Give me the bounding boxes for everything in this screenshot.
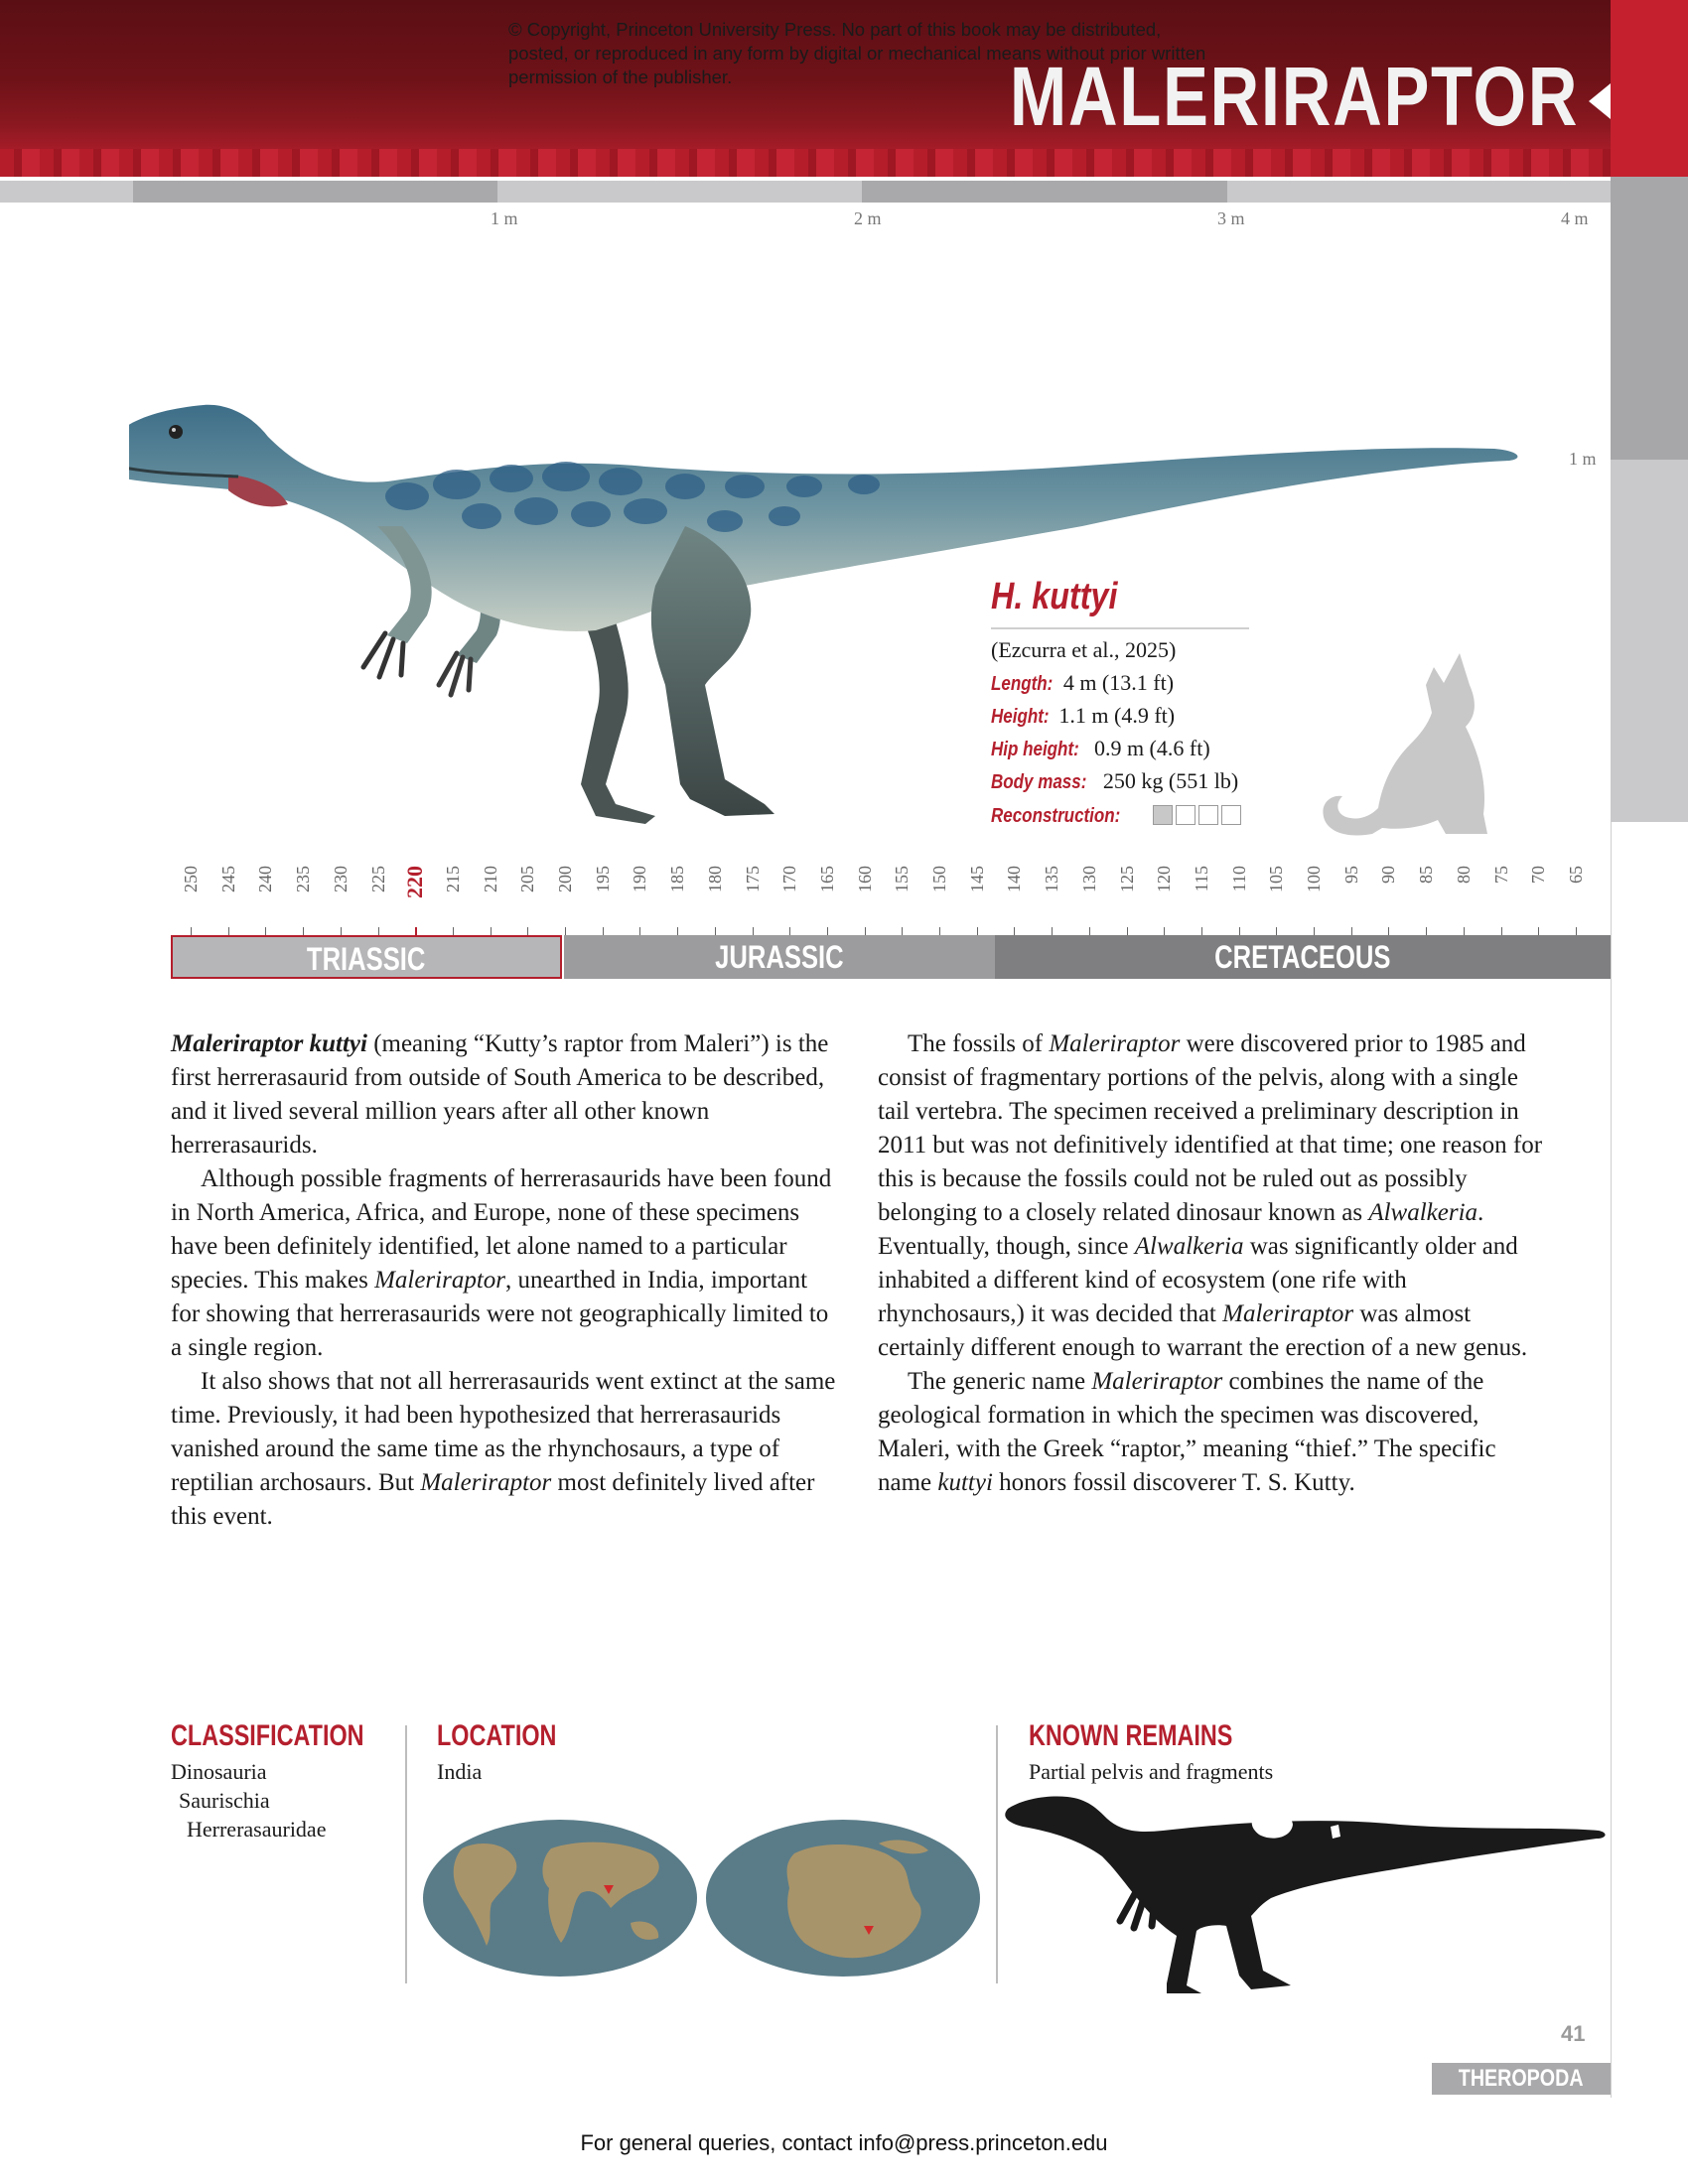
location-heading: LOCATION [437, 1719, 557, 1752]
timeline-tick-label: 230 [330, 866, 351, 892]
timeline-tick-label: 85 [1416, 866, 1437, 884]
page-title: MALERIRAPTOR [1009, 50, 1579, 143]
spec-length-value: 4 m (13.1 ft) [1062, 670, 1175, 695]
timeline-tick-label: 220 [402, 866, 428, 898]
spec-mass-key: Body mass: [991, 771, 1087, 793]
timeline-tick-label: 105 [1266, 866, 1287, 892]
known-remains-heading: KNOWN REMAINS [1029, 1719, 1233, 1752]
timeline-tick-label: 130 [1078, 866, 1099, 892]
timeline-tick-label: 250 [181, 866, 201, 892]
paragraph-4: The fossils of Maleriraptor were discovered prior to 1985 and consist of fragmentary portions of the pelvis, along with a single tail vertebra. The specimen received a preliminary description in 2011 but was not definitively identified at that time; one reason for this is because the fossils could not be ruled out as possibly belonging to a closely related dinosaur known as Alwalkeria. Eventually, though, since Alwalkeria was significantly older and inhabited a different kind of ecosystem (one rife with rhynchosaurs,) it was decided that Maleriraptor was almost certainly different enough to warrant the erection of a new genus. [878, 1030, 1543, 1361]
footer-contact: For general queries, contact info@press.princeton.edu [580, 2130, 1108, 2155]
clade-tab: THEROPODA [1432, 2063, 1611, 2095]
page-number: 41 [1561, 2021, 1586, 2046]
classification-level-2: Saurischia [179, 1788, 270, 1813]
period-cretaceous: CRETACEOUS [995, 935, 1611, 979]
body-column-left [171, 1027, 841, 1534]
timeline-tick-label: 160 [854, 866, 875, 892]
timeline-tick-label: 170 [779, 866, 800, 892]
timeline-tick-label: 190 [630, 866, 650, 892]
info-divider-2 [996, 1725, 998, 1983]
title-arrow-icon [1589, 83, 1611, 119]
reconstruction-rating [1153, 802, 1244, 827]
reconstruction-box [1198, 805, 1218, 825]
species-divider [991, 627, 1249, 629]
classification-level-1: Dinosauria [171, 1759, 267, 1784]
height-scale-label: 1 m [1569, 449, 1597, 469]
period-triassic: TRIASSIC [171, 935, 562, 979]
height-scale-bar-upper [1611, 177, 1688, 460]
spec-height-key: Height: [991, 706, 1050, 728]
species-citation: (Ezcurra et al., 2025) [991, 637, 1177, 662]
timeline-tick-label: 225 [367, 866, 388, 892]
paragraph-5: The generic name Maleriraptor combines the name of the geological formation in which the specimen was discovered, Maleri, with the Greek “raptor,” meaning “thief.” The specific name kuttyi honors fossil discoverer T. S. Kutty. [878, 1368, 1496, 1496]
timeline-tick-label: 180 [704, 866, 725, 892]
scale-label-1m: 1 m [491, 208, 518, 228]
timeline-tick-label: 240 [255, 866, 276, 892]
timeline-tick-label: 200 [555, 866, 575, 892]
scale-label-4m: 4 m [1561, 208, 1589, 228]
reconstruction-box [1153, 805, 1173, 825]
timeline-tick-label: 70 [1528, 866, 1549, 884]
spec-recon-key: Reconstruction: [991, 805, 1121, 827]
spec-reconstruction [991, 802, 1244, 828]
spec-body-mass [991, 768, 1238, 794]
timeline-tick-label: 115 [1191, 866, 1211, 892]
timeline-tick-label: 120 [1154, 866, 1175, 892]
timeline-tick-label: 205 [517, 866, 538, 892]
spec-hip-height [991, 736, 1210, 761]
spec-mass-value: 250 kg (551 lb) [1102, 768, 1239, 793]
timeline-tick-label: 90 [1378, 866, 1399, 884]
cat-scale-silhouette-icon [1321, 645, 1499, 844]
species-name: H. kuttyi [991, 576, 1118, 617]
spec-height [991, 703, 1175, 729]
paragraph-2: Although possible fragments of herrerasaurids have been found in North America, Africa, and Europe, none of these specimens have been definitely identified, let alone named to a particular species. This makes Maleriraptor, unearthed in India, important for showing that herrerasaurids were not geographically limited to a single region. [171, 1165, 832, 1361]
known-remains-value: Partial pelvis and fragments [1029, 1759, 1274, 1784]
timeline-tick-label: 195 [592, 866, 613, 892]
period-jurassic: JURASSIC [564, 935, 995, 979]
body-column-right [878, 1027, 1553, 1500]
timeline-tick-label: 245 [217, 866, 238, 892]
location-value: India [437, 1759, 483, 1784]
classification-level-3: Herrerasauridae [187, 1817, 327, 1842]
timeline-tick-label: 140 [1004, 866, 1025, 892]
copyright-notice: © Copyright, Princeton University Press. No part of this book may be distributed, posted, or reproduced in any form by digital or mechanical means without prior written permission of the publisher. [508, 19, 1206, 87]
timeline-tick-label: 165 [816, 866, 837, 892]
timeline-tick-label: 150 [929, 866, 949, 892]
timeline-tick-label: 210 [480, 866, 500, 892]
timeline-tick-label: 175 [742, 866, 763, 892]
timeline-tick-label: 110 [1228, 866, 1249, 892]
timeline-tick-label: 125 [1116, 866, 1137, 892]
timeline-tick-label: 215 [442, 866, 463, 892]
modern-world-map [422, 1819, 698, 1978]
page-edge-line [1611, 822, 1612, 2098]
reconstruction-box [1176, 805, 1196, 825]
timeline-tick-label: 75 [1490, 866, 1511, 884]
triassic-world-map [705, 1819, 981, 1978]
spec-length [991, 670, 1174, 696]
skeletal-silhouette [1003, 1787, 1609, 1995]
paragraph-3: It also shows that not all herrerasaurids went extinct at the same time. Previously, it had been hypothesized that herrerasaurids vanished around the same time as the rhynchosaurs, a type of reptilian archosaurs. But Maleriraptor most definitely lived after this event. [171, 1368, 836, 1530]
timeline-tick-label: 65 [1565, 866, 1586, 884]
timeline-tick-label: 95 [1340, 866, 1361, 884]
spec-hip-key: Hip height: [991, 739, 1079, 760]
scale-label-3m: 3 m [1217, 208, 1245, 228]
spec-height-value: 1.1 m (4.9 ft) [1058, 703, 1176, 728]
reconstruction-box [1221, 805, 1241, 825]
timeline-tick-label: 185 [667, 866, 688, 892]
timeline-tick-label: 80 [1453, 866, 1474, 884]
scale-label-2m: 2 m [854, 208, 882, 228]
timeline-tick-label: 145 [966, 866, 987, 892]
length-scale-bar [0, 181, 1611, 203]
timeline-tick-label: 235 [293, 866, 314, 892]
spec-length-key: Length: [991, 673, 1054, 695]
classification-heading: CLASSIFICATION [171, 1719, 364, 1752]
paragraph-1: Maleriraptor kuttyi (meaning “Kutty’s raptor from Maleri”) is the first herrerasaurid from outside of South America to be described, and it lived several million years after all other known herrerasaurids. [171, 1030, 829, 1159]
info-divider-1 [405, 1725, 407, 1983]
timeline-tick-label: 135 [1042, 866, 1062, 892]
timeline-tick-label: 100 [1304, 866, 1324, 892]
header-side-tab [1611, 0, 1688, 177]
geologic-timeline-ticks [169, 866, 1599, 935]
height-scale-bar-lower [1611, 460, 1688, 822]
spec-hip-value: 0.9 m (4.6 ft) [1093, 736, 1210, 760]
timeline-tick-label: 155 [892, 866, 913, 892]
